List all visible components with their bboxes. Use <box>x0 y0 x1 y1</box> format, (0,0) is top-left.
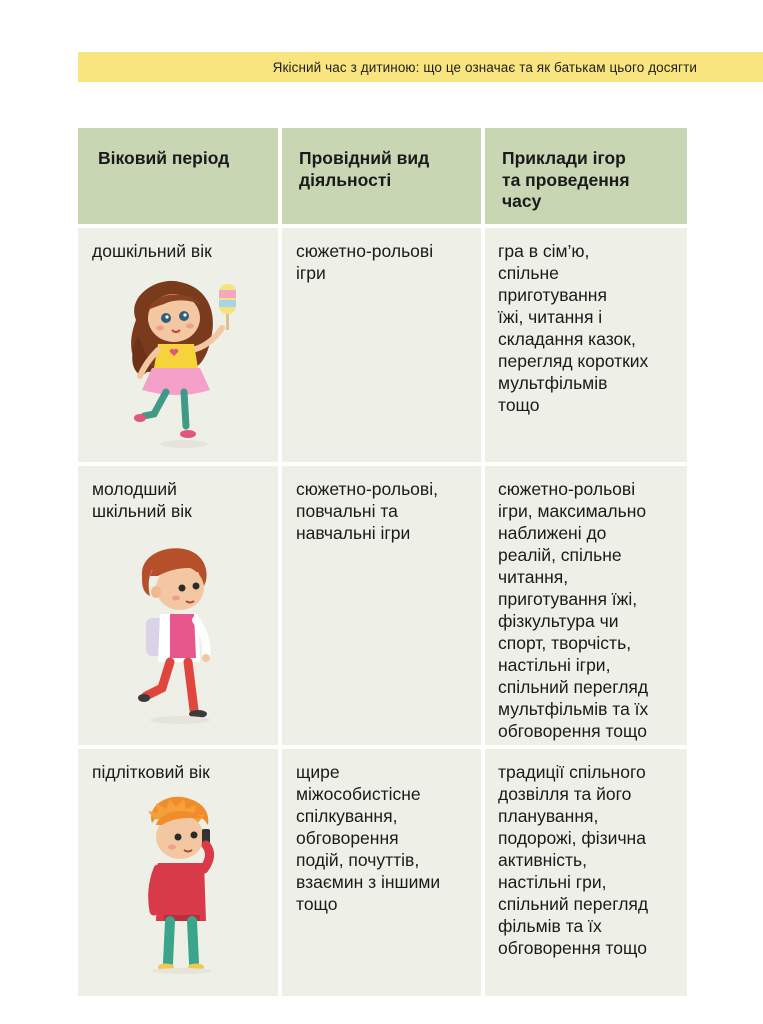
header-examples-label: Приклади ігор та проведення часу <box>502 148 630 211</box>
row-preschool-age: дошкільний вік <box>92 241 212 261</box>
header-age-label: Віковий період <box>98 148 230 168</box>
schoolboy-with-backpack-illustration <box>136 546 226 726</box>
row-primary-school-activity-cell <box>282 466 481 745</box>
header-activity-label: Провідний вид діяльності <box>299 148 430 190</box>
row-teen-age-cell <box>78 749 278 996</box>
row-primary-school-age-cell <box>78 466 278 745</box>
row-teen-examples-cell <box>485 749 687 996</box>
teen-with-phone-illustration <box>144 795 224 975</box>
row-primary-school-age: молодший шкільний вік <box>92 479 192 521</box>
row-teen-activity: щире міжособистісне спілкування, обговорення подій, почуттів, взаємин з іншими тощо <box>296 762 441 914</box>
header-cell-examples <box>485 128 687 224</box>
row-teen-age: підлітковий вік <box>92 762 210 782</box>
row-preschool-examples: гра в сім’ю, спільне приготування їжі, читання і складання казок, перегляд коротких мультфільмів тощо <box>498 241 649 415</box>
banner-title: Якісний час з дитиною: що це означає та як батькам цього досягти <box>272 59 697 75</box>
row-teen-activity-cell <box>282 749 481 996</box>
row-primary-school-examples-cell <box>485 466 687 745</box>
row-primary-school-activity: сюжетно-рольові, повчальні та навчальні ігри <box>296 479 438 543</box>
row-preschool-activity: сюжетно-рольові ігри <box>296 241 434 283</box>
header-cell-age <box>78 128 278 224</box>
row-primary-school-examples: сюжетно-рольові ігри, максимально наближені до реалій, спільне читання, приготування їжі, фізкультура чи спорт, творчість, настільні ігри, спільний перегляд мультфільмів та їх обговорення тощо <box>498 479 649 741</box>
row-preschool-activity-cell <box>282 228 481 462</box>
row-preschool-examples-cell <box>485 228 687 462</box>
row-preschool-age-cell <box>78 228 278 462</box>
row-teen-examples: традиції спільного дозвілля та його планування, подорожі, фізична активність, настільні гри, спільний перегляд фільмів та їх обговорення тощо <box>498 762 649 958</box>
document-banner <box>78 52 763 82</box>
header-cell-activity <box>282 128 481 224</box>
girl-with-ice-cream-illustration <box>118 276 243 451</box>
